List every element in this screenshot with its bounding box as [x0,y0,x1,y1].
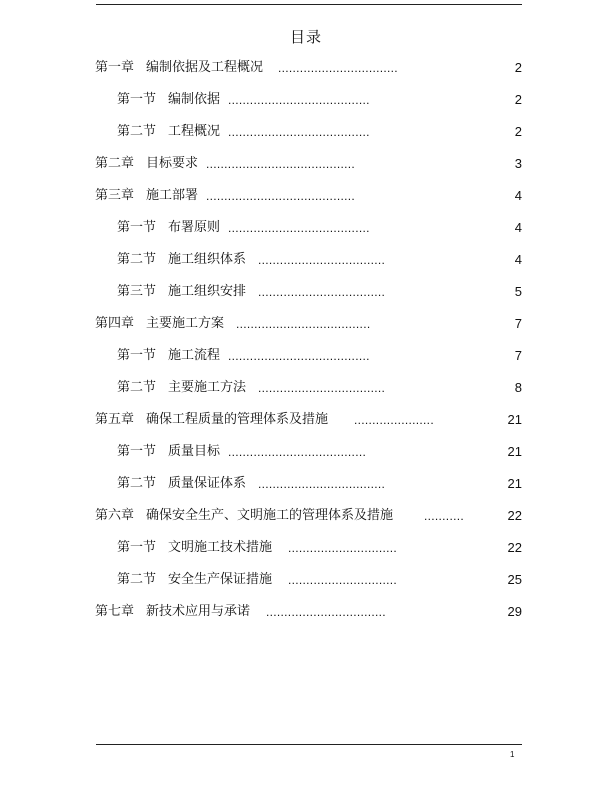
entry-number: 第一章 [95,60,135,75]
entry-leader-dots: ................................. [266,605,386,619]
entry-title: 施工组织体系 [168,252,247,267]
entry-number: 第二章 [95,156,135,171]
entry-leader-dots: ................................. [278,61,398,75]
entry-number: 第二节 [117,124,157,139]
entry-page: 5 [514,284,522,299]
entry-page: 22 [507,540,522,555]
entry-title: 施工流程 [168,348,221,363]
entry-number: 第一节 [117,348,157,363]
entry-title: 施工部署 [146,188,199,203]
entry-page: 29 [507,604,522,619]
entry-leader-dots: ...................................... [228,445,367,459]
entry-leader-dots: ........... [424,509,464,523]
entry-leader-dots: ................................... [258,381,386,395]
entry-leader-dots: ................................... [258,285,386,299]
footer-page-number: 1 [510,750,515,759]
entry-title: 主要施工方法 [168,380,247,395]
entry-page: 8 [514,380,522,395]
entry-page: 2 [514,92,522,107]
entry-leader-dots: .............................. [288,541,398,555]
toc-entry-section [0,442,612,462]
toc-entry-section [0,282,612,302]
entry-page: 7 [514,348,522,363]
entry-number: 第六章 [95,508,135,523]
entry-title: 布署原则 [168,220,221,235]
entry-leader-dots: ....................................... [228,125,370,139]
entry-number: 第三章 [95,188,135,203]
toc-title: 目录 [289,28,322,46]
toc-entry-chapter [0,186,612,206]
entry-title: 文明施工技术措施 [168,540,273,555]
entry-leader-dots: ....................................... [228,93,370,107]
toc-entry-chapter [0,506,612,526]
entry-page: 4 [514,252,522,267]
entry-number: 第二节 [117,572,157,587]
toc-entry-section [0,346,612,366]
entry-title: 新技术应用与承诺 [146,604,251,619]
toc-entry-section [0,122,612,142]
entry-title: 主要施工方案 [146,316,225,331]
toc-entry-chapter [0,58,612,78]
entry-title: 质量目标 [168,444,221,459]
entry-number: 第二节 [117,476,157,491]
entry-page: 7 [514,316,522,331]
entry-number: 第七章 [95,604,135,619]
entry-title: 确保工程质量的管理体系及措施 [146,412,329,427]
entry-number: 第一节 [117,220,157,235]
entry-leader-dots: ................................... [258,253,386,267]
entry-title: 确保安全生产、文明施工的管理体系及措施 [146,508,394,523]
toc-entry-section [0,378,612,398]
entry-leader-dots: ......................................... [206,157,355,171]
toc-entry-section [0,474,612,494]
entry-number: 第二节 [117,252,157,267]
entry-title: 工程概况 [168,124,221,139]
entry-page: 21 [507,412,522,427]
entry-leader-dots: ................................... [258,477,386,491]
entry-page: 4 [514,188,522,203]
entry-page: 2 [514,124,522,139]
toc-entry-chapter [0,602,612,622]
entry-title: 质量保证体系 [168,476,247,491]
footer-rule [96,744,522,745]
entry-number: 第二节 [117,380,157,395]
entry-leader-dots: ....................................... [228,349,370,363]
entry-page: 3 [514,156,522,171]
entry-number: 第四章 [95,316,135,331]
entry-leader-dots: ....................................... [228,221,370,235]
entry-title: 目标要求 [146,156,199,171]
toc-entry-section [0,218,612,238]
entry-page: 4 [514,220,522,235]
header-rule [96,4,522,5]
entry-page: 25 [507,572,522,587]
entry-page: 2 [514,60,522,75]
toc-entry-chapter [0,314,612,334]
entry-leader-dots: ...................... [354,413,434,427]
toc-entry-section [0,90,612,110]
entry-number: 第一节 [117,540,157,555]
entry-page: 21 [507,476,522,491]
entry-page: 21 [507,444,522,459]
toc-entry-chapter [0,154,612,174]
toc-entry-section [0,570,612,590]
toc-entry-section [0,250,612,270]
toc-entry-chapter [0,410,612,430]
entry-leader-dots: .............................. [288,573,398,587]
entry-leader-dots: ......................................... [206,189,355,203]
entry-number: 第一节 [117,444,157,459]
entry-title: 编制依据 [168,92,221,107]
entry-page: 22 [507,508,522,523]
toc-entry-section [0,538,612,558]
entry-number: 第三节 [117,284,157,299]
entry-title: 安全生产保证措施 [168,572,273,587]
entry-number: 第五章 [95,412,135,427]
entry-number: 第一节 [117,92,157,107]
entry-title: 施工组织安排 [168,284,247,299]
entry-leader-dots: ..................................... [236,317,371,331]
entry-title: 编制依据及工程概况 [146,60,264,75]
